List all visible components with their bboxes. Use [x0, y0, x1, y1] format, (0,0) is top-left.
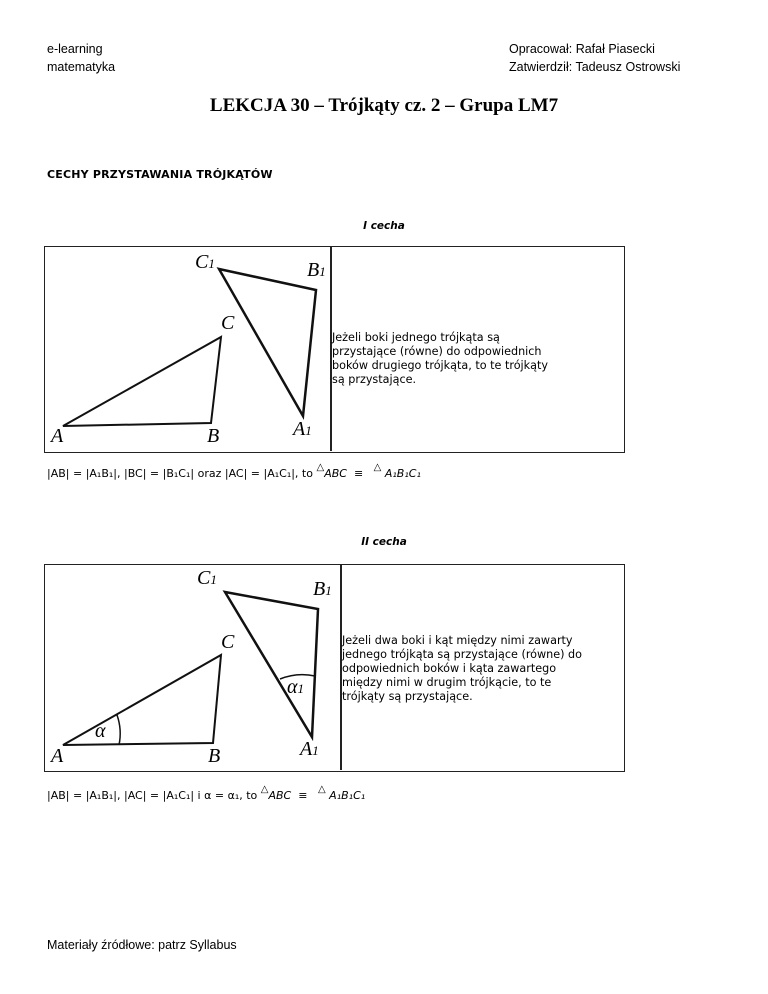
header-right-line1: Opracował: Rafał Piasecki	[509, 42, 655, 56]
label-b1: B1	[307, 259, 326, 281]
cecha2-tri1: ABC	[268, 789, 292, 802]
triangle-a1b1c1	[219, 269, 316, 416]
cecha2-tri2: A₁B₁C₁	[329, 789, 366, 802]
triangle-abc	[63, 337, 221, 426]
cecha2-description: Jeżeli dwa boki i kąt między nimi zawarty jednego trójkąta są przystające (równe) do odpowiednich boków i kąta zawartego między nimi w drugim trójkącie, to te trójkąty są przystające.	[342, 634, 583, 703]
header-left-line1: e-learning	[47, 42, 103, 56]
label-alpha1: α1	[287, 676, 304, 698]
cecha1-formula-prefix: |AB| = |A₁B₁|, |BC| = |B₁C₁| oraz |AC| = |A₁C₁|, to	[47, 467, 313, 480]
cecha2-formula-prefix: |AB| = |A₁B₁|, |AC| = |A₁C₁| i α = α₁, to	[47, 789, 258, 802]
cecha1-figure-box	[44, 246, 625, 453]
triangle-symbol-icon: △	[260, 784, 269, 795]
header-right	[509, 40, 680, 76]
cecha2-heading: II cecha	[361, 536, 407, 548]
label-a1: A1	[293, 418, 312, 440]
label-c: C	[221, 312, 235, 334]
triangle-abc	[63, 655, 221, 745]
triangle-symbol-icon: △	[317, 784, 326, 795]
cecha2-equiv: ≡	[298, 789, 308, 802]
triangle-symbol-icon: △	[373, 462, 382, 473]
angle-alpha-arc	[117, 715, 120, 745]
triangle-a1b1c1	[225, 592, 318, 737]
label-a1: A1	[300, 738, 319, 760]
cecha1-tri2: A₁B₁C₁	[384, 467, 421, 480]
cecha1-diagram	[45, 247, 335, 452]
page-title: LEKCJA 30 – Trójkąty cz. 2 – Grupa LM7	[209, 95, 559, 116]
cecha1-description: Jeżeli boki jednego trójkąta są przystające (równe) do odpowiednich boków drugiego trójkąta, to te trójkąty są przystające.	[332, 331, 548, 386]
label-c1: C1	[195, 251, 215, 273]
label-a: A	[51, 745, 64, 767]
cecha1-tri1: ABC	[324, 467, 347, 480]
cecha1-equiv: ≡	[353, 467, 364, 480]
label-c1: C1	[197, 567, 217, 589]
header-left-line2: matematyka	[47, 60, 116, 74]
cecha1-heading: I cecha	[363, 220, 405, 232]
cecha2-figure-box	[44, 564, 625, 772]
label-b: B	[207, 425, 220, 447]
cecha1-formula	[47, 462, 421, 480]
triangle-symbol-icon: △	[316, 462, 325, 473]
header-right-line2: Zatwierdził: Tadeusz Ostrowski	[509, 60, 681, 74]
label-a: A	[51, 425, 64, 447]
label-alpha: α	[95, 720, 106, 742]
label-b1: B1	[313, 578, 332, 600]
label-b: B	[208, 745, 221, 767]
footer: Materiały źródłowe: patrz Syllabus	[47, 938, 237, 952]
cecha2-formula	[47, 784, 366, 802]
header-left	[47, 40, 115, 76]
label-c: C	[221, 631, 235, 653]
section-heading: CECHY PRZYSTAWANIA TRÓJKĄTÓW	[47, 168, 273, 181]
